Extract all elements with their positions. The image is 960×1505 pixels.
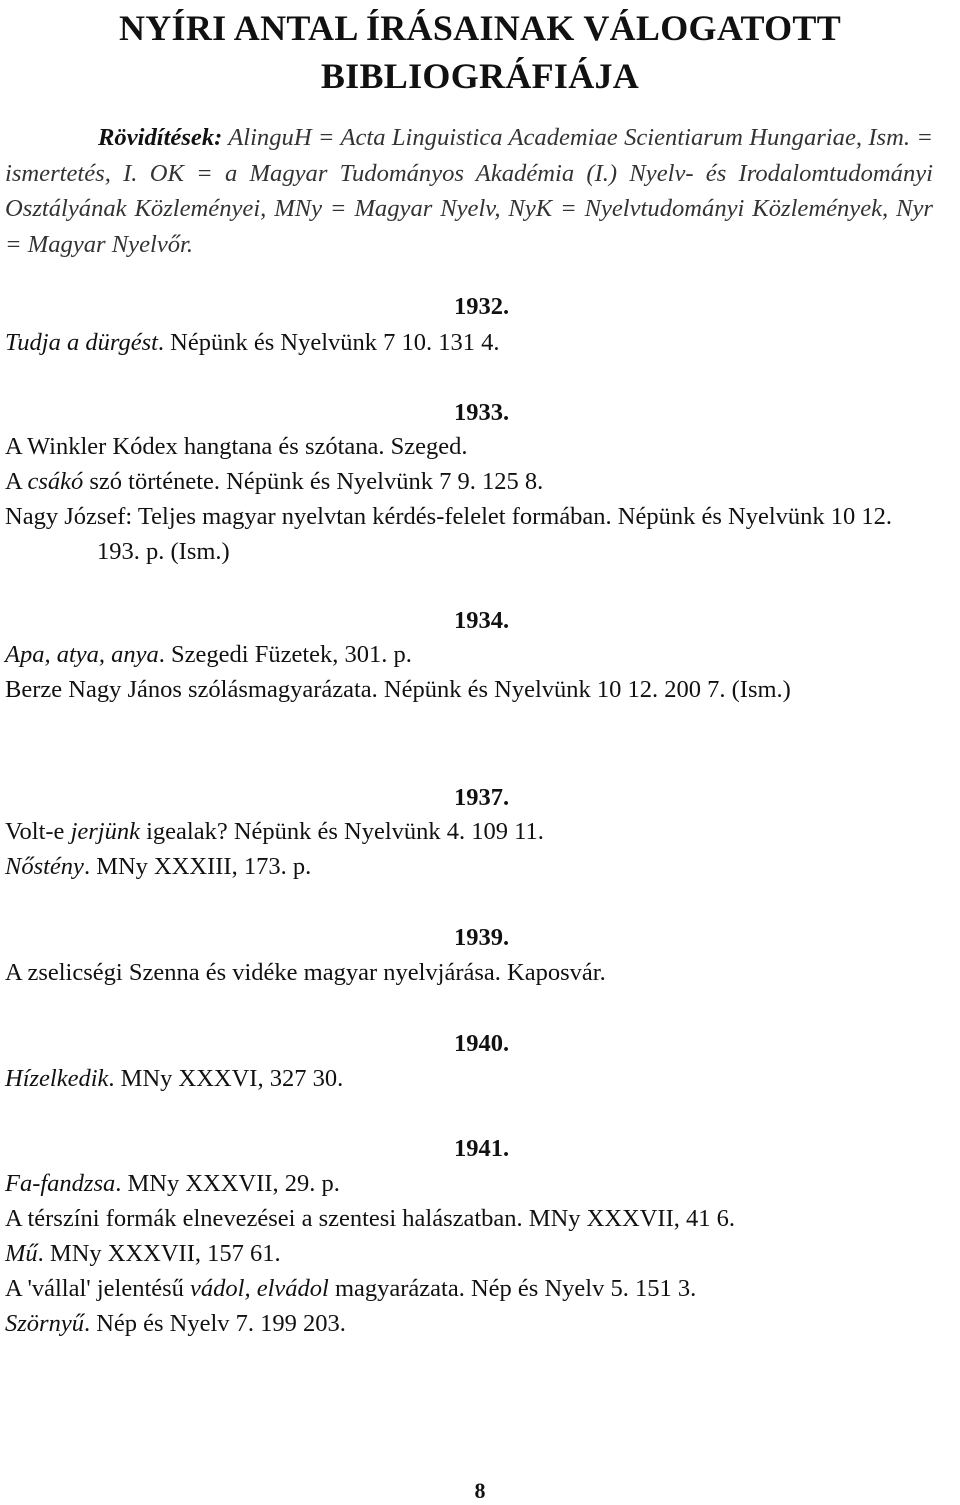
entry-text: igealak? Népünk és Nyelvünk 4. 109 11. [139,818,544,845]
entry-text: Nagy József: Teljes magyar nyelvtan kérdés-felelet formában. Népünk és Nyelvünk 10 12. 193. p. (Ism.) [5,503,893,565]
entry-source: . Nép és Nyelv 7. 199 203. [83,1310,346,1337]
entry-text: A [5,468,28,495]
page-title [0,4,960,100]
abbreviations-lead: Rövidítések: [98,124,223,151]
entry-source: . MNy XXXVII, 29. p. [115,1170,340,1197]
bibliography-entry [5,814,925,849]
entry-text: Volt-e [5,818,71,845]
page-number: 8 [474,1478,486,1503]
entry-title: Tudja a dürgést [5,329,158,356]
bibliography-entry [5,464,925,499]
year-heading-1932: 1932. [453,293,510,320]
entry-source: . Népünk és Nyelvünk 7 10. 131 4. [157,329,500,356]
entry-title: Apa, atya, anya [5,641,159,668]
entry-italic-word: vádol, elvádol [190,1275,329,1302]
bibliography-entry [5,1306,925,1341]
entry-text: szó története. Népünk és Nyelvünk 7 9. 125 8. [83,468,544,495]
bibliography-entry [5,637,925,672]
bibliography-entry [5,849,925,884]
year-heading-1934: 1934. [453,607,510,634]
entry-title: Hízelkedik [5,1065,109,1092]
entry-title: Szörnyű [5,1310,84,1337]
entry-text: A 'vállal' jelentésű [5,1275,191,1302]
abbreviations-paragraph [5,120,933,262]
year-heading-1939: 1939. [453,924,510,951]
entry-source: . Szegedi Füzetek, 301. p. [158,641,412,668]
bibliography-entry [5,499,925,569]
bibliography-entry [5,672,925,707]
year-heading-1941: 1941. [453,1135,510,1162]
entry-title: Nőstény [5,853,84,880]
bibliography-entry [5,1166,925,1201]
bibliography-entry [5,325,925,360]
entry-text: A térszíni formák elnevezései a szentesi halászatban. MNy XXXVII, 41 6. [5,1205,735,1232]
bibliography-entry [5,955,925,990]
bibliography-entry [5,1201,925,1236]
year-heading-1933: 1933. [453,399,510,426]
year-heading-1937: 1937. [453,784,510,811]
bibliography-entry [5,1271,925,1306]
bibliography-entry [5,1061,925,1096]
bibliography-entry [5,1236,925,1271]
entry-title: Mű [5,1240,38,1267]
entry-source: . MNy XXXVI, 327 30. [108,1065,344,1092]
title-line-1: NYÍRI ANTAL ÍRÁSAINAK VÁLOGATOTT [118,8,842,48]
entry-text: A Winkler Kódex hangtana és szótana. Szeged. [5,433,468,460]
bibliography-entry [5,429,925,464]
entry-text: magyarázata. Nép és Nyelv 5. 151 3. [328,1275,697,1302]
entry-italic-word: jerjünk [70,818,140,845]
entry-title: Fa-fandzsa [5,1170,116,1197]
abbreviations-text: AlinguH = Acta Linguistica Academiae Scientiarum Hungariae, Ism. = ismertetés, I. OK = a Magyar Tudományos Akadémia (I.) Nyelv- és Irodalomtudományi Osztályának Közleményei, MNy = Magyar Nyelv, NyK = Nyelvtudományi Közlemények, Nyr = Magyar Nyelvőr. [5,124,933,258]
entry-text: Berze Nagy János szólásmagyarázata. Népünk és Nyelvünk 10 12. 200 7. (Ism.) [5,676,791,703]
entry-source: . MNy XXXIII, 173. p. [83,853,312,880]
entry-text: A zselicségi Szenna és vidéke magyar nyelvjárása. Kaposvár. [5,959,606,986]
entry-source: . MNy XXXVII, 157 61. [37,1240,281,1267]
year-heading-1940: 1940. [453,1030,510,1057]
title-line-2: BIBLIOGRÁFIÁJA [320,56,640,96]
entry-italic-word: csákó [27,468,84,495]
